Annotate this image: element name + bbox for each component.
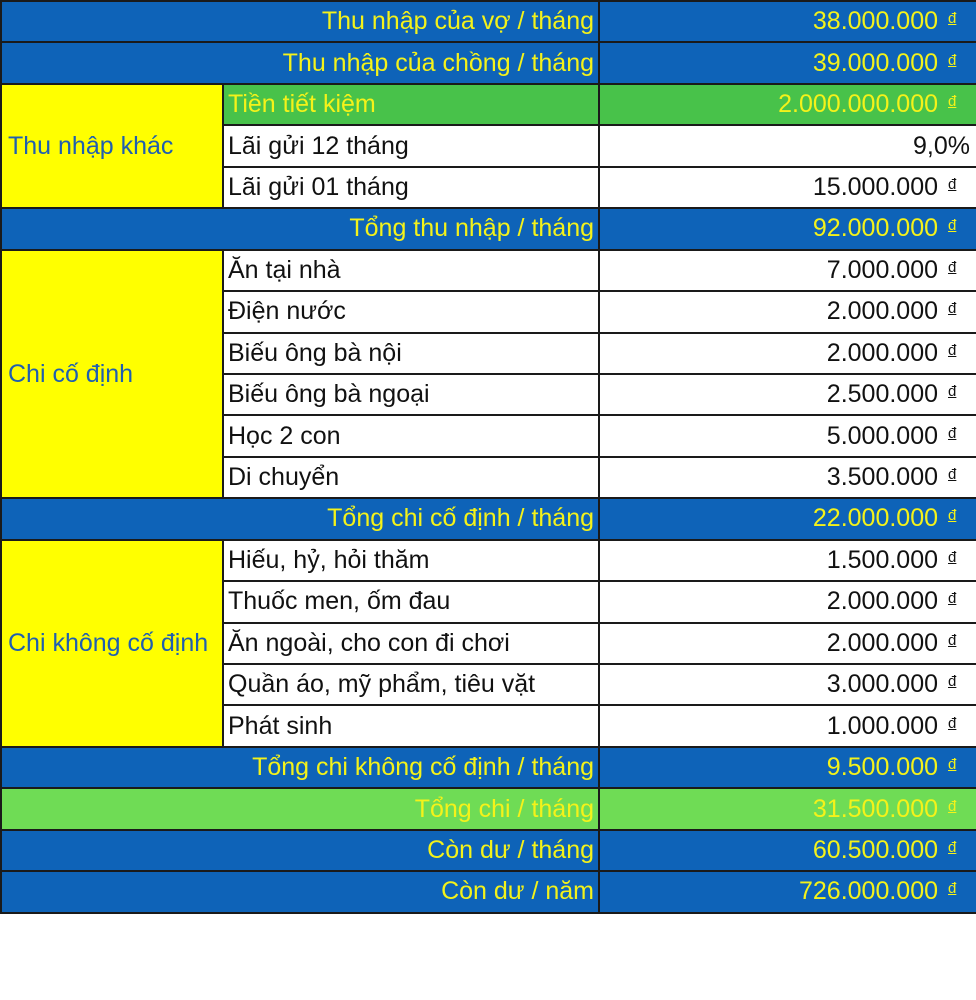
remain-month-value: 60.500.000 xyxy=(812,835,939,864)
table-row-income-wife xyxy=(1,1,976,42)
variable-item-value: 2.000.000 xyxy=(826,587,939,616)
fixed-item-value-cell xyxy=(599,457,976,498)
currency-symbol: đ xyxy=(948,424,957,442)
income-husband-label: Thu nhập của chồng / tháng xyxy=(1,42,599,83)
table-row-total-variable xyxy=(1,747,976,788)
table-row-total-expense xyxy=(1,788,976,829)
fixed-item-value-cell xyxy=(599,374,976,415)
currency-symbol: đ xyxy=(948,258,957,276)
fixed-item-value: 7.000.000 xyxy=(826,255,939,284)
interest-1m-value-cell xyxy=(599,167,976,208)
currency-symbol: đ xyxy=(948,93,957,111)
variable-item-value-cell xyxy=(599,581,976,622)
table-row-income-husband xyxy=(1,42,976,83)
interest-1m-value: 15.000.000 xyxy=(812,172,939,201)
total-income-label: Tổng thu nhập / tháng xyxy=(1,208,599,249)
currency-symbol: đ xyxy=(948,797,957,815)
total-variable-value: 9.500.000 xyxy=(826,753,939,782)
table-row-variable-0 xyxy=(1,540,976,581)
income-husband-value: 39.000.000 xyxy=(812,48,939,77)
variable-category: Chi không cố định xyxy=(1,540,223,747)
currency-symbol: đ xyxy=(948,466,957,484)
variable-item-label: Quần áo, mỹ phẩm, tiêu vặt xyxy=(223,664,599,705)
variable-item-label: Ăn ngoài, cho con đi chơi xyxy=(223,623,599,664)
variable-item-value-cell xyxy=(599,540,976,581)
total-income-value: 92.000.000 xyxy=(812,214,939,243)
total-variable-label: Tổng chi không cố định / tháng xyxy=(1,747,599,788)
variable-item-label: Hiếu, hỷ, hỏi thăm xyxy=(223,540,599,581)
income-wife-label: Thu nhập của vợ / tháng xyxy=(1,1,599,42)
savings-label: Tiền tiết kiệm xyxy=(223,84,599,125)
variable-item-value: 1.000.000 xyxy=(826,711,939,740)
income-husband-value-cell xyxy=(599,42,976,83)
currency-symbol: đ xyxy=(948,300,957,318)
table-row-savings xyxy=(1,84,976,125)
variable-item-value: 1.500.000 xyxy=(826,545,939,574)
total-fixed-label: Tổng chi cố định / tháng xyxy=(1,498,599,539)
currency-symbol: đ xyxy=(948,673,957,691)
fixed-item-label: Học 2 con xyxy=(223,415,599,456)
total-fixed-value: 22.000.000 xyxy=(812,504,939,533)
fixed-item-label: Ăn tại nhà xyxy=(223,250,599,291)
total-expense-value: 31.500.000 xyxy=(812,794,939,823)
rate-12m-label: Lãi gửi 12 tháng xyxy=(223,125,599,166)
currency-symbol: đ xyxy=(948,507,957,525)
currency-symbol: đ xyxy=(948,631,957,649)
currency-symbol: đ xyxy=(948,51,957,69)
remain-year-value-cell xyxy=(599,871,976,912)
other-income-category: Thu nhập khác xyxy=(1,84,223,208)
remain-month-value-cell xyxy=(599,830,976,871)
variable-item-value-cell xyxy=(599,623,976,664)
remain-month-label: Còn dư / tháng xyxy=(1,830,599,871)
fixed-item-value: 5.000.000 xyxy=(826,421,939,450)
table-row-total-fixed xyxy=(1,498,976,539)
savings-value-cell xyxy=(599,84,976,125)
table-row-total-income xyxy=(1,208,976,249)
fixed-item-label: Biếu ông bà ngoại xyxy=(223,374,599,415)
table-row-fixed-0 xyxy=(1,250,976,291)
currency-symbol: đ xyxy=(948,590,957,608)
fixed-item-label: Điện nước xyxy=(223,291,599,332)
fixed-item-value: 2.000.000 xyxy=(826,297,939,326)
total-expense-value-cell xyxy=(599,788,976,829)
fixed-item-value-cell xyxy=(599,333,976,374)
currency-symbol: đ xyxy=(948,10,957,28)
variable-item-value: 2.000.000 xyxy=(826,628,939,657)
currency-symbol: đ xyxy=(948,175,957,193)
variable-item-label: Phát sinh xyxy=(223,705,599,746)
remain-year-value: 726.000.000 xyxy=(798,877,939,906)
total-variable-value-cell xyxy=(599,747,976,788)
interest-1m-label: Lãi gửi 01 tháng xyxy=(223,167,599,208)
fixed-item-label: Biếu ông bà nội xyxy=(223,333,599,374)
remain-year-label: Còn dư / năm xyxy=(1,871,599,912)
fixed-item-value-cell xyxy=(599,415,976,456)
variable-item-value-cell xyxy=(599,705,976,746)
income-wife-value: 38.000.000 xyxy=(812,7,939,36)
currency-symbol: đ xyxy=(948,838,957,856)
currency-symbol: đ xyxy=(948,217,957,235)
variable-item-label: Thuốc men, ốm đau xyxy=(223,581,599,622)
table-row-remain-month xyxy=(1,830,976,871)
currency-symbol: đ xyxy=(948,714,957,732)
variable-item-value: 3.000.000 xyxy=(826,670,939,699)
total-expense-label: Tổng chi / tháng xyxy=(1,788,599,829)
fixed-item-value-cell xyxy=(599,250,976,291)
total-fixed-value-cell xyxy=(599,498,976,539)
currency-symbol: đ xyxy=(948,756,957,774)
currency-symbol: đ xyxy=(948,880,957,898)
income-wife-value-cell xyxy=(599,1,976,42)
currency-symbol: đ xyxy=(948,383,957,401)
fixed-item-value-cell xyxy=(599,291,976,332)
variable-item-value-cell xyxy=(599,664,976,705)
fixed-item-value: 2.500.000 xyxy=(826,380,939,409)
currency-symbol: đ xyxy=(948,548,957,566)
fixed-item-value: 2.000.000 xyxy=(826,338,939,367)
fixed-category: Chi cố định xyxy=(1,250,223,499)
fixed-item-value: 3.500.000 xyxy=(826,463,939,492)
total-income-value-cell xyxy=(599,208,976,249)
rate-12m-value: 9,0% xyxy=(599,125,976,166)
table-row-remain-year xyxy=(1,871,976,912)
savings-value: 2.000.000.000 xyxy=(778,90,939,119)
fixed-item-label: Di chuyển xyxy=(223,457,599,498)
currency-symbol: đ xyxy=(948,341,957,359)
